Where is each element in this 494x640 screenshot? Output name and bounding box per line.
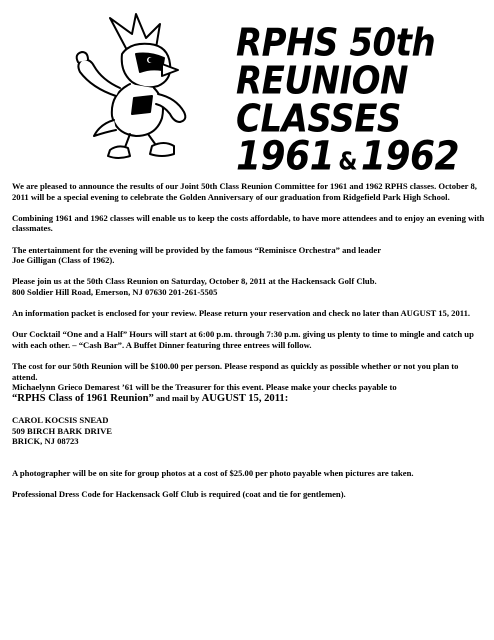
address-street: 509 BIRCH BARK DRIVE [12, 425, 113, 436]
letter-body [12, 181, 486, 510]
payable-line [12, 393, 486, 405]
paragraph-information-packet: An information packet is enclosed for your review. Please return your reservation and check no later than AUGUST 15, 2011. [12, 308, 471, 319]
entertainment-line-1: The entertainment for the evening will be provided by the famous “Reminisce Orchestra” and leader [12, 244, 382, 255]
title-line-3: CLASSES [236, 96, 401, 142]
paragraph-dress-code: Professional Dress Code for Hackensack Golf Club is required (coat and tie for gentlemen). [12, 489, 346, 500]
entertainment-line-2: Joe Gilligan (Class of 1962). [12, 255, 115, 266]
address-name: CAROL KOCSIS SNEAD [12, 415, 109, 426]
paragraph-combining: Combining 1961 and 1962 classes will enable us to keep the costs affordable, to have more attendees and to enjoy an evening with classmates. [12, 212, 485, 234]
title-year-1961: 1961 [236, 133, 335, 180]
paragraph-venue [12, 276, 486, 297]
paragraph-announcement: We are pleased to announce the results of our Joint 50th Class Reunion Committee for 1961 and 1962 RPHS classes. October 8, 2011 will be a special evening to celebrate the Golden Anniversary of our graduation from Ridgefield Park High School. [12, 181, 477, 202]
title-year-1962: 1962 [360, 133, 460, 180]
address-city: BRICK, NJ 08723 [12, 436, 79, 447]
cost-line: The cost for our 50th Reunion will be $100.00 per person. Please respond as quickly as possible whether or not you plan to attend. [12, 361, 459, 382]
mailing-address [12, 415, 486, 447]
venue-address: 800 Soldier Hill Road, Emerson, NJ 07630 201-261-5505 [12, 286, 218, 297]
paragraph-cost [12, 361, 486, 404]
venue-line-1: Please join us at the 50th Class Reunion on Saturday, October 8, 2011 at the Hackensack Golf Club. [12, 276, 377, 287]
paragraph-entertainment [12, 245, 486, 266]
cardinal-mascot-icon [70, 12, 202, 162]
paragraph-cocktail-hour: Our Cocktail “One and a Half” Hours will start at 6:00 p.m. through 7:30 p.m. giving us plenty to time to mingle and catch up with each other. – “Cash Bar”. A Buffet Dinner featuring three entrees will follow. [12, 329, 474, 350]
title-line-1: RPHS 50th [236, 20, 436, 66]
paragraph-photographer: A photographer will be on site for group photos at a cost of $25.00 per photo payable when pictures are taken. [12, 467, 414, 478]
title-line-2: REUNION [236, 58, 408, 104]
reunion-title [236, 22, 486, 179]
title-line-4 [236, 133, 486, 184]
title-ampersand: & [338, 148, 357, 177]
mail-by-text: and mail by [153, 392, 202, 403]
treasurer-line: Michaelynn Grieco Demarest ’61 will be the Treasurer for this event. Please make your checks payable to [12, 382, 397, 393]
payee-name: “RPHS Class of 1961 Reunion” [12, 392, 154, 404]
mail-by-date: AUGUST 15, 2011: [201, 392, 289, 404]
